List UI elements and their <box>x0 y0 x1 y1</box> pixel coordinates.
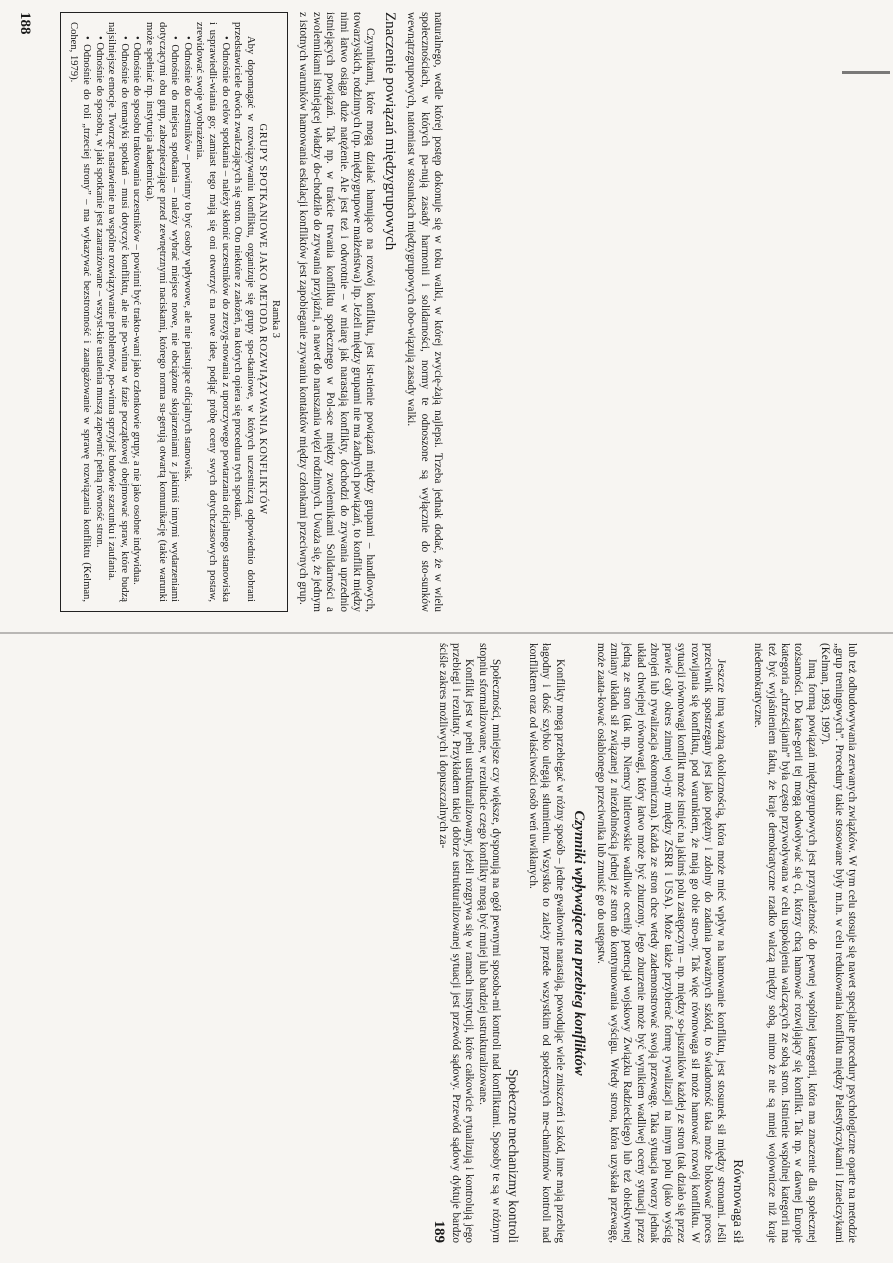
frame-box-3 <box>60 12 288 612</box>
section-heading-intergroup: Znaczenie powiązań międzygrupowych <box>381 12 398 251</box>
right-intro-paragraph: lub też odbudowywania zerwanych związków. W tym celu stosuje się nawet specjalne procedury psychologiczne oparte na metodzie „grup treningowych”. Procedury takie stosowane były m.in. w celu redukowania konfliktu między Palestyńczykami i Izraelczykami (Kelman, 1993, 1997). <box>819 643 858 1243</box>
left-intro-paragraph: naturalnego, wedle której postęp dokonuje się w toku walki, w której zwycię-żają najlepsi. Trzeba jednak dodać, że w wielu społecznościach, w których pa-nują zasady harmonii i solidarności, normy te odnoszone są wyłącznie do sto-sunków wewnątrzgrupowych, natomiast w stosunkach międzygrupowych obo-wiązują zasady walki. <box>405 12 444 612</box>
frame-bullet: • Odnośnie do miejsca spotkania – należy wybrać miejsce nowe, nie obciążone skojarzeniami z jakimiś innymi wydarzeniami dotyczącymi obu grup, zabezpieczające przed zewnętrznymi naciskami, którego norma su-gerują otwartą komunikację (takie warunki może spełniać np. instytucja akademicka). <box>144 22 181 602</box>
page-number-left: 188 <box>17 12 34 35</box>
page-number-right: 189 <box>431 1220 448 1243</box>
left-page <box>17 12 444 612</box>
frame-title: GRUPY SPOTKANIOWE JAKO METODA ROZWIĄZYWANIA KONFLIKTÓW <box>257 123 269 515</box>
intergroup-paragraph: Czynnikami, które mogą działać hamująco na rozwój konfliktu, jest ist-nienie powiązań między grupami – handlowych, towarzyskich, rodzinnych (np. międzygrupowe małżeństwa) itp. Jeżeli między grupami nie ma żadnych powiązań, to konflikt między nimi łatwo osiąga duże natężenie. Ale jest też i odwrotnie – w miarę jak narastają konflikty, dochodzi do zrywania uprzednio istniejących powiązań. Tak np. w trakcie trwania konfliktu społecznego w Pol-sce między zwolennikami Solidarności a zwolennikami istniejącej władzy do-chodziło do zrywania przyjaźni, a nawet do naruszania więzi rodzinnych. Uważa się, że jednym z istotnych warunków hamowania eskalacji konfliktów jest zapobieganie zrywaniu kontaktów między członkami przeciwnych grup. <box>297 12 377 612</box>
section-heading-balance: Równowaga sił <box>730 1159 746 1243</box>
right-page <box>431 643 858 1243</box>
scan-fold-line <box>0 632 893 634</box>
frame-bullet: • Odnośnie do sposobu, w jaki spotkanie jest zaaranżowane – wszyst-kie ustalenia muszą zapewnić pełną równość stron. <box>93 36 105 548</box>
social-paragraph-2: Konflikt jest w pełni ustrukturalizowany, jeżeli rozgrywa się w ramach instytucji, które całkowicie rytualizują i kontrolują jego przebiegi i rezultaty. Przykładem takiej dobrze ustrukturalizowanej sytuacji jest przewód sądowy. Przewód sądowy dyktuje bardzo ściśle zakres możliwych i dopuszczalnych za- <box>436 643 476 1243</box>
scan-edge-mark <box>842 71 890 74</box>
frame-bullet: • Odnośnie do roli „trzeciej strony” – ma wykazywać bezstronność i zaangażowanie w sprawę rozwiązania konfliktu (Kelman, Cohen, 1979). <box>68 22 93 602</box>
section-heading-factors: Czynniki wpływające na przebieg konfliktów <box>571 810 588 1076</box>
frame-bullet: • Odnośnie do tematyki spotkań – musi dotyczyć konfliktu, ale nie po-winna w fazie początkowej obejmować spraw, które budzą najsilniejsze emocje. Tworząc nastawienie na wspólne rozwiązywanie problemów, po-winna sprzyjać budowie szacunku i zaufania. <box>106 22 130 602</box>
balance-paragraph: Jeszcze inną ważną okolicznością, która może mieć wpływ na hamowanie konfliktu, jest stosunek sił między stronami. Jeśli przeciwnik spostrzegany jest jako potężny i zdolny do zadania poważnych szkód, to świadomość taka może blokować proces rozwijania się konfliktu, pod warunkiem, że mają go obie stro-ny. Tak więc równowaga sił może hamować rozwój konfliktu. W sytuacji równowagi konflikt może istnieć na jakimś polu zastępczym – np. między so-juszników każdej ze stron (tak działo się przez prawie cały okres zimnej woj-ny między ZSRR i USA). Może także przybierać formę rywalizacji na innym polu (jako wyścig zbrojeń lub rywalizacja ekonomiczna). Każda ze stron chce wtedy zademonstrować swoją przewagę. Taka sytuacja tworzy jednak układ chwiejnej równowagi, który łatwo może być zburzony. Jego zburzenie może być wynikiem wadliwej oceny sytuacji przez jedną ze stron (tak np. Niemcy hitlerowskie wadliwie oceniły potencjał wojskowy Związku Radzieckiego) lub też obiektywnej zmiany układu sił związanej z niezdolnością jednej ze stron do kontynuowania wyścigu. Wtedy strona, która uzyskała przewagę, może zaata-kować osłabionego przeciwnika lub zmusić go do ustępstw. <box>594 643 728 1243</box>
frame-intro: Aby dopomagać w rozwiązywaniu konfliktu, organizuje się grupy spo-tkaniowe, w których uczestniczą odpowiednio dobrani przedstawiciele dwóch zwalczających się stron. Oto niektóre z założeń, na których opiera się procedura tych spotkań. <box>232 22 256 602</box>
frame-bullet: • Odnośnie do celów spotkania – należy skłonić uczestników do zrezyg-nowania z uporczywego powtarzania oficjalnego stanowiska i usprawiedli-wiania go; zamiast tego mają się oni otworzyć na nowe idee, podjąć próbę oceny swych dotychczasowych postaw, zrewidować swoje wyobrażenia. <box>194 22 231 602</box>
frame-bullet: • Odnośnie do uczestników – powinny to być osoby wpływowe, ale nie piastujące oficjalnych stanowisk. <box>181 36 193 482</box>
frame-bullet: • Odnośnie do sposobu traktowania uczestników – powinni być trakto-wani jako członkowie grupy, a nie jako osobne indywidua. <box>131 36 143 585</box>
frame-label: Ramka 3 <box>269 300 281 338</box>
right-category-paragraph: Inną formą powiązań międzygrupowych jest przynależność do pewnej wspólnej kategorii, która ma znaczenie dla społecznej tożsamości. Do kate-gorii tej mogą odwoływać się ci, którzy chcą hamować rozwijający się konflikt. Tak np. w dawnej Europie kategoria „chrześcijanin” była często przywoływana w celu uspokojenia walczących ze sobą stron. Istnienie wspólnej kategorii ma też być wyjaśnieniem faktu, że kraje demokratyczne rzadko walczą między sobą, mimo że nie są mniej wojownicze niż kraje niedemokratyczne. <box>752 643 818 1243</box>
section-heading-social-control: Społeczne mechanizmy kontroli <box>505 1069 521 1243</box>
factors-paragraph: Konflikty mogą przebiegać w różny sposób – jedne gwałtownie narastają, powodując wiele zniszczeń i szkód, inne mają przebieg łagodny i dość szybko ulegają stłumieniu. Wszystko to zależy przede wszystkim od społecznych me-chanizmów kontroli nad konfliktem oraz od właściwości osób weń uwikłanych. <box>527 643 566 1243</box>
social-paragraph-1: Społeczności, mniejsze czy większe, dysponują na ogół pewnymi sposoba-mi kontroli nad konfliktami. Sposoby te są w różnym stopniu sformalizowane, w rezultacie czego konflikty mogą być mniej lub bardziej ustrukturalizowane. <box>476 643 503 1243</box>
